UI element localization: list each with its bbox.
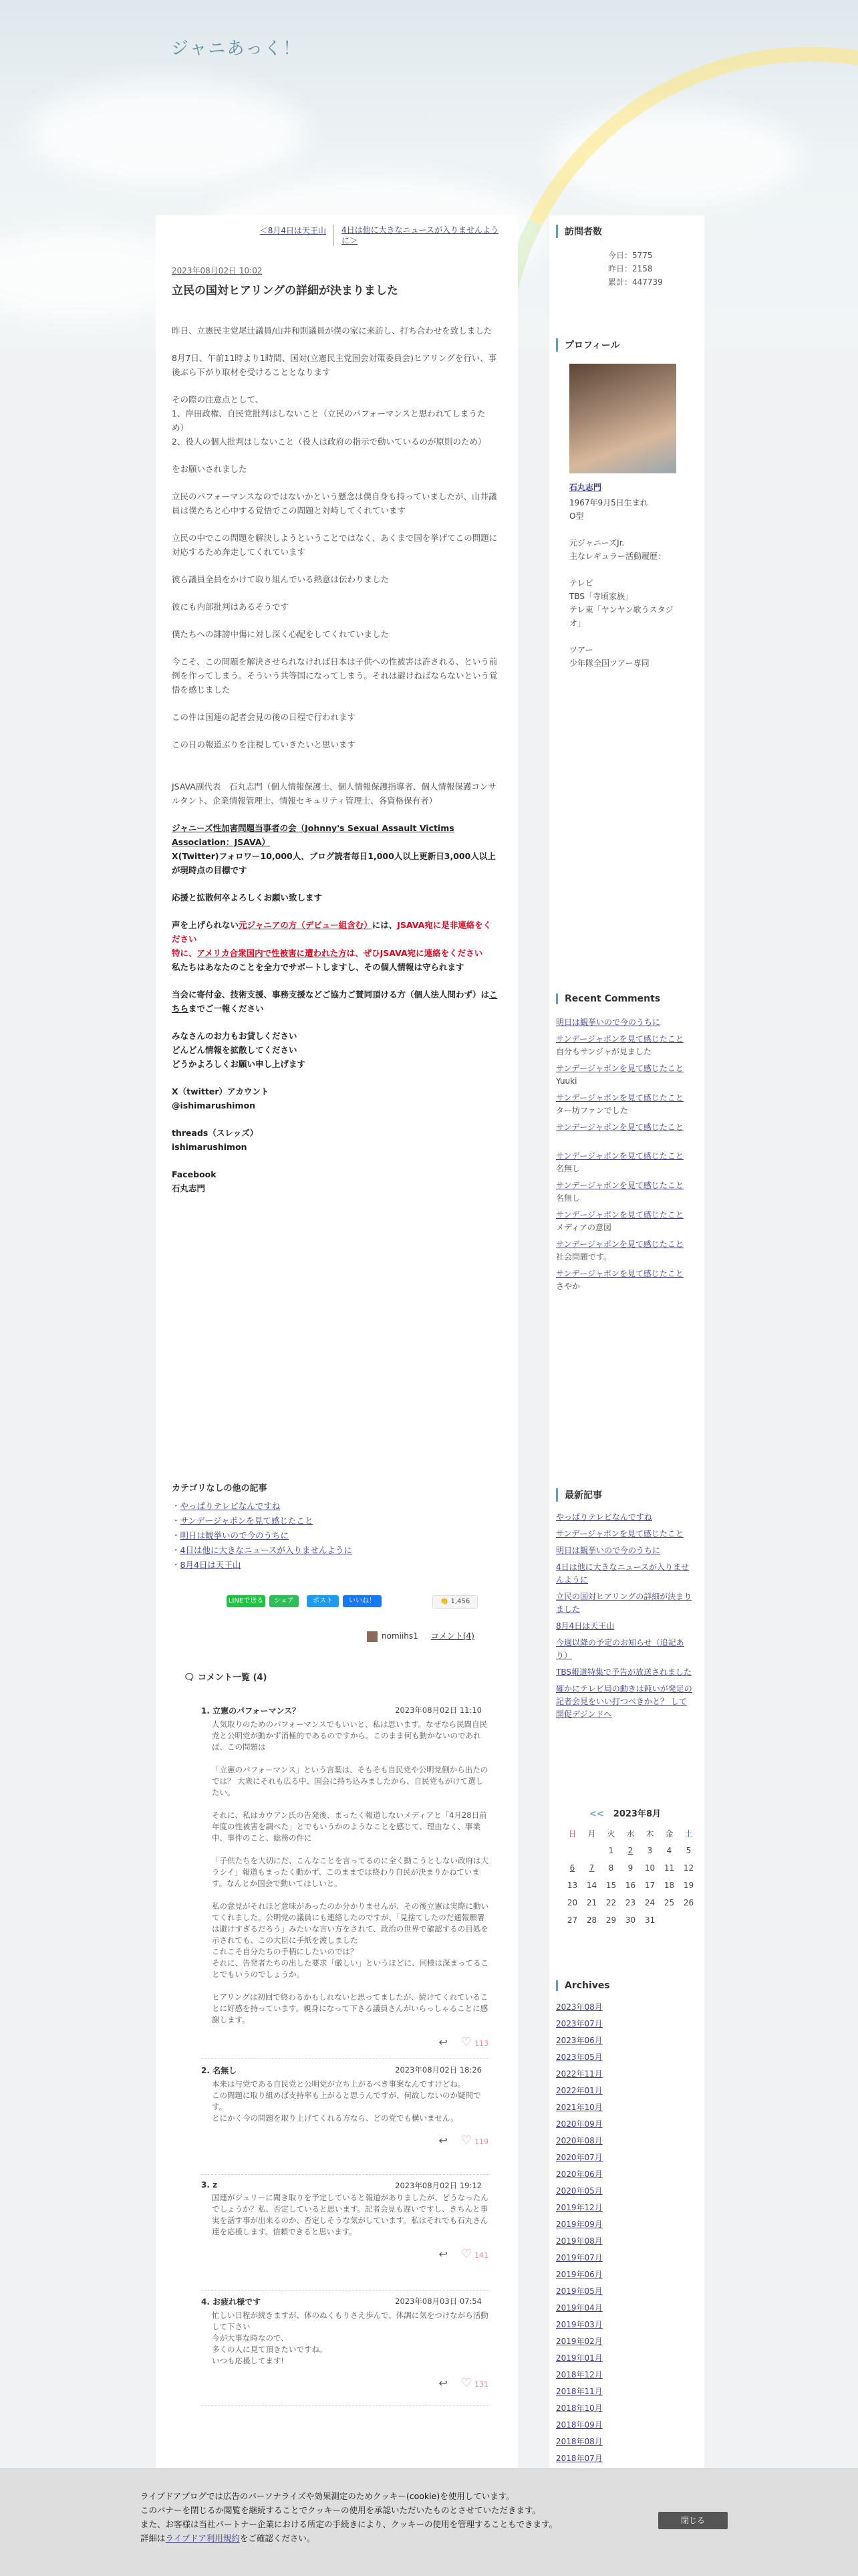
org-name: ジャニーズ性加害問題当事者の会（Johnny's Sexual Assault Victims Association：JSAVA）: [172, 823, 454, 847]
reply-icon[interactable]: ↩: [438, 2377, 448, 2389]
category-link[interactable]: 4日は他に大きなニュースが入りませんように: [180, 1545, 352, 1555]
calendar-dow: 水: [626, 1829, 635, 1839]
calendar-day: 18: [664, 1881, 675, 1890]
comment-author: 4. お疲れ様です: [201, 2297, 261, 2307]
calendar-day: 11: [664, 1863, 675, 1873]
text-line: ishimarushimon: [172, 1142, 247, 1152]
calendar-day: 31: [644, 1915, 656, 1925]
tweet-button[interactable]: ポスト: [307, 1595, 339, 1607]
comment-date: 2023年08月02日 19:12: [395, 2181, 482, 2190]
comment-text: 国連がジュリーに聞き取りを予定していると報道がありましたが、どうなったんでしょうか？私、否定していると思います。記者会見も遅いですし、きちんと事実を話す事が出来るのか、否定しそうな気がしています。私はそれでも石丸さん達を応援します。信頼できると思います。: [212, 2193, 488, 2236]
article-link[interactable]: 確かにテレビ局の動きは鈍いが発足の記者会見をいい打つべきかと？ して開促デジンドへ: [556, 1684, 692, 1719]
list-item[interactable]: [172, 1514, 352, 1528]
highlight-link[interactable]: 元ジャニアの方（デビュー組含む）: [239, 920, 372, 930]
visitors-total: 累計：447739: [608, 277, 663, 287]
archive-link[interactable]: 2023年06月: [556, 2036, 603, 2045]
recent-comment-link[interactable]: サンデージャポンを見て感じたこと: [556, 1034, 684, 1044]
heart-icon[interactable]: ♡: [460, 2133, 472, 2147]
calendar-day: 27: [567, 1915, 578, 1925]
text-fragment: 詳細は: [140, 2533, 166, 2543]
calendar-day: [679, 1911, 698, 1929]
archive-link[interactable]: 2023年08月: [556, 2002, 603, 2012]
profile-photo: [569, 364, 676, 473]
text-line: 2、役人の個人批判はしないこと（役人は政府の指示で動いているのが原則のため）: [172, 437, 486, 447]
calendar-day: 14: [586, 1881, 597, 1890]
main-column: [156, 215, 518, 2515]
category-title: カテゴリなしの他の記事: [172, 1484, 267, 1494]
text-line: 1、岸田政権、自民党批判はしないこと（立民のパフォーマンスと思われてしまうため）: [172, 408, 486, 433]
list-item[interactable]: [172, 1543, 352, 1558]
archive-link[interactable]: 2020年06月: [556, 2170, 603, 2179]
heart-icon[interactable]: ♡: [460, 2247, 472, 2261]
calendar-day: 1: [608, 1846, 614, 1855]
article-link[interactable]: サンデージャポンを見て感じたこと: [556, 1529, 684, 1538]
next-article-link[interactable]: 4日は他に大きなニュースが入りませんように＞: [341, 225, 499, 245]
like-count: 131: [474, 2380, 488, 2389]
archive-link[interactable]: 2019年04月: [556, 2303, 603, 2313]
archive-link[interactable]: 2020年08月: [556, 2136, 603, 2145]
archive-link[interactable]: 2018年11月: [556, 2387, 603, 2396]
visitors-today: 今日：5775: [608, 251, 653, 260]
calendar-day: 20: [567, 1898, 578, 1907]
comments-link[interactable]: コメント(4): [430, 1631, 474, 1641]
paragraph: この件は国連の記者会見の後の日程で行われます: [172, 712, 356, 722]
spacer: [556, 1138, 693, 1150]
text-line: X（twitter）アカウント: [172, 1086, 269, 1096]
text-line: @ishimarushimon: [172, 1100, 256, 1110]
recent-comment-author: さやか: [556, 1282, 581, 1291]
visitors-yesterday: 昨日：2158: [608, 264, 653, 273]
visitor-counter: [608, 249, 663, 289]
calendar-day: 19: [683, 1881, 694, 1890]
archive-link[interactable]: 2019年02月: [556, 2337, 603, 2346]
calendar-day: 25: [664, 1898, 675, 1907]
paragraph: [172, 392, 499, 449]
site-title[interactable]: ジャニあっく！: [171, 39, 302, 59]
highlight-text: アメリカ合衆国内で性被害に遭われた方: [196, 948, 347, 958]
paragraph: [172, 987, 499, 1016]
post-date[interactable]: 2023年08月02日 10:02: [172, 266, 263, 275]
sidebar: [549, 215, 704, 2515]
archive-link[interactable]: 2018年07月: [556, 2454, 603, 2463]
profile-title: プロフィール: [556, 338, 620, 352]
profile-text: 1967年9月5日生まれ O型 元ジャニーズJr. 主なレギュラー活動履歴： テレビ TBS「寺頃家族」 テレ東「ヤンヤン歌うスタジオ」 ツアー 少年隊全国ツアー専同: [569, 498, 674, 668]
comments-heading: [184, 1670, 267, 1683]
paragraph: [172, 1126, 499, 1154]
calendar-day[interactable]: 2: [627, 1846, 633, 1855]
recent-comment-link[interactable]: サンデージャポンを見て感じたこと: [556, 1064, 684, 1073]
line-share-small-button[interactable]: シェア: [269, 1595, 299, 1607]
calendar-day: [563, 1842, 582, 1859]
calendar-day: 8: [608, 1863, 614, 1873]
category-link[interactable]: やっぱりテレビなんですね: [180, 1501, 281, 1511]
archive-link[interactable]: 2022年01月: [556, 2086, 603, 2095]
archives-title: Archives: [556, 1980, 610, 1991]
paragraph: 彼ら議員全員をかけて取り組んでいる熱意は伝わりました: [172, 574, 390, 584]
calendar-day: 24: [644, 1898, 656, 1907]
recent-comment-link[interactable]: サンデージャポンを見て感じたこと: [556, 1210, 684, 1219]
calendar-day: 3: [647, 1846, 653, 1855]
archive-link[interactable]: 2019年05月: [556, 2287, 603, 2296]
text-fragment: 声を上げられない: [172, 920, 239, 930]
calendar-dow: 火: [607, 1829, 615, 1839]
comment-author: 2. 名無し: [201, 2066, 237, 2075]
recent-comment-link[interactable]: サンデージャポンを見て感じたこと: [556, 1181, 684, 1190]
archive-link[interactable]: 2018年08月: [556, 2437, 603, 2446]
calendar-title: 2023年8月: [613, 1809, 662, 1819]
cookie-line: このバナーを閉じるか閲覧を継続することでクッキーの使用を承認いただいたものとさせていただきます。: [140, 2505, 541, 2515]
archive-link[interactable]: 2019年08月: [556, 2236, 603, 2246]
article-link[interactable]: 立民の国対ヒアリングの詳細が決まりました: [556, 1592, 692, 1614]
calendar-dow: 月: [587, 1829, 596, 1839]
recent-comment-author: Yuuki: [556, 1076, 577, 1086]
archive-link[interactable]: 2019年01月: [556, 2353, 603, 2363]
paragraph: 立民の中でこの問題を解決しようということではなく、あくまで国を挙げてこの問題に対応するため奔走してくれています: [172, 533, 498, 557]
paragraph: 8月7日、午前11時より1時間、国対(立憲民主党国会対策委員会)ヒアリングを行い、事後ぶら下がり取材を受けることとなります: [172, 353, 497, 377]
calendar-day: 17: [644, 1881, 656, 1890]
heart-icon[interactable]: ♡: [460, 2376, 472, 2390]
comment-list: [201, 1700, 488, 2406]
archive-link[interactable]: 2018年09月: [556, 2420, 603, 2430]
comment-icon: 🗨: [184, 1673, 195, 1683]
text-line: どんどん情報を拡散してください: [172, 1045, 297, 1055]
pager-divider: [333, 225, 334, 246]
recent-comment-link[interactable]: 明日は観挙いので今のうちに: [556, 1018, 661, 1027]
comment-author: 1. 立憲のパフォーマンス？: [201, 1706, 301, 1716]
calendar-day: 5: [686, 1846, 692, 1855]
cookie-line: また、お客様は当社パートナー企業における所定の手続きにより、クッキーの使用を管理することもできます。: [140, 2519, 558, 2529]
calendar-day: 13: [567, 1881, 578, 1890]
text-line: X(Twitter)フォロワー10,000人、ブログ読者毎日1,000人以上更新日3,000人以上が現時点の目標です: [172, 851, 496, 875]
recent-comment-author: 名無し: [556, 1193, 581, 1203]
calendar-week: [563, 1842, 698, 1859]
list-item[interactable]: [172, 1528, 352, 1543]
article-link[interactable]: やっぱりテレビなんですね: [556, 1512, 652, 1522]
calendar-day: 21: [586, 1898, 597, 1907]
article-link[interactable]: 今週以降の予定のお知らせ（追記あり）: [556, 1638, 684, 1660]
list-item[interactable]: [172, 1499, 352, 1514]
comment-date: 2023年08月02日 11:10: [395, 1706, 482, 1715]
recent-comment-author: 自分もサンジャが見ました: [556, 1047, 652, 1056]
paragraph: [172, 1084, 499, 1113]
author-avatar-icon: [367, 1631, 378, 1642]
calendar-day: 15: [605, 1881, 617, 1890]
text-line: Facebook: [172, 1169, 217, 1179]
paragraph: をお願いされました: [172, 464, 247, 474]
recent-comments-title: Recent Comments: [556, 993, 660, 1004]
calendar-week: [563, 1911, 698, 1929]
calendar-day: 29: [605, 1915, 617, 1925]
archive-link[interactable]: 2022年11月: [556, 2069, 603, 2079]
list-item[interactable]: [172, 1558, 352, 1572]
article-link[interactable]: TBS報道特集で予告が放送されました: [556, 1667, 692, 1677]
text-line: 私たちはあなたのことを全力でサポートしますし、その個人情報は守られます: [172, 962, 464, 972]
text-line: 石丸志門: [172, 1183, 206, 1193]
paragraph: [172, 1167, 499, 1195]
calendar-dow: 木: [646, 1829, 654, 1839]
heart-icon[interactable]: ♡: [460, 2035, 472, 2049]
calendar-day: 16: [625, 1881, 636, 1890]
archive-link[interactable]: 2019年12月: [556, 2203, 603, 2212]
archive-link[interactable]: 2020年09月: [556, 2119, 603, 2129]
category-list: [172, 1499, 352, 1572]
calendar-day: 9: [627, 1863, 633, 1873]
archive-link[interactable]: 2019年06月: [556, 2270, 603, 2279]
terms-link[interactable]: ライブドア利用規約: [165, 2533, 240, 2543]
comment-text: 忙しい日程が続きますが、体のぬくもりさえ歩んで、体調に気をつけながら活動して下さい 今が大事な時なので、 多くの人に見て頂きたいですね。 いつも応援してます!: [212, 2311, 488, 2365]
recent-comment-link[interactable]: サンデージャポンを見て感じたこと: [556, 1240, 684, 1249]
post-title: 立民の国対ヒアリングの詳細が決まりました: [172, 284, 398, 298]
text-fragment: 当会に寄付金、技術支援、事務支援などご協力ご賛同頂ける方（個人法人問わず）は: [172, 989, 490, 1000]
text-fragment: までご一報ください: [188, 1004, 264, 1014]
comment-actions: [201, 2133, 488, 2147]
like-counter[interactable]: 👏 1,456: [432, 1595, 478, 1609]
paragraph: JSAVA副代表 石丸志門（個人情報保護士、個人情報保護指導者、個人情報保護コンサルタント、企業情報管理士、情報セキュリティ管理士、各資格保有者）: [172, 782, 496, 806]
comment-author: 3. z: [201, 2180, 218, 2190]
comment-actions: [201, 2247, 488, 2261]
archive-link[interactable]: 2019年09月: [556, 2220, 603, 2229]
text-line: どうかよろしくお願い申し上げます: [172, 1059, 306, 1069]
calendar-header: [589, 1806, 661, 1819]
text-line: threads（スレッズ）: [172, 1128, 259, 1138]
category-link[interactable]: 8月4日は天王山: [180, 1560, 241, 1570]
calendar-dow: 土: [684, 1829, 693, 1839]
archive-link[interactable]: 2023年07月: [556, 2019, 603, 2028]
paragraph: [172, 918, 499, 974]
comments-heading-text: コメント一覧 (4): [198, 1673, 267, 1683]
calendar-day: 30: [625, 1915, 636, 1925]
recent-comment-link[interactable]: サンデージャポンを見て感じたこと: [556, 1093, 684, 1102]
profile-name[interactable]: 石丸志門: [569, 483, 602, 492]
paragraph: 昨日、立憲民主党尾辻議員/山井和則議員が僕の家に来訪し、打ち合わせを致しました: [172, 326, 492, 336]
category-link[interactable]: 明日は観挙いので今のうちに: [180, 1530, 289, 1540]
paragraph: 応援と拡散何卒よろしくお願い致します: [172, 893, 323, 903]
highlight-text: は、ぜひJSAVA宛に連絡をください: [346, 948, 483, 958]
text-fragment: には、: [372, 920, 398, 930]
recent-comment-author: 社会問題です。: [556, 1252, 612, 1262]
comment-date: 2023年08月02日 18:26: [395, 2065, 482, 2075]
comment-text: 人気取りのためのパフォーマンスでもいいと、私は思います。なぜなら民間自民党と公明党が動かず消極的であるのですから。このまま何も動かないのであれば、この問題は 「立憲のパフォーマンス」という言葉は、そもそも自民党や公明党側から出たのでは？ 大衆にそれも広る中、国会に持ち込みましたから、自民党もがけて選したい。 それに、私はカウアン氏の告発後、まったく報道しないメディアと「4月28日前年度の性被害を調べた」とでもいうかのようなことを感じて、理由なく、事業中、事件のこと、総務の件に 「子供たちを大切にだ、こんなことを言ってるのに全く動こうとしない政府は大ラシイ」報道もまったく動かず、このままでは終わり自民が決まりかねています。なんとか国会で動いてほしいと。 私の意見がそれほど意味があったのか分かりませんが、その後立憲は実際に動いてくれました。公明党の議員にも連絡したのですが、「見捨てしたのだ通報願署は避けすぎるだろう」みたいな言い方をされて、政治の世界で確認するの目処を示されても、この大臣に手紙を渡しました これこそ自分たちの手柄にしたいのでは？ それに、告発者たちの出した要求「厳しい」というほどに、同様は深まってることでもいうのでしょうか。 ヒアリングは初回で終わるかもしれないと思ってましたが、続けてくれていることに好感を持っています。親身になって下さる議員さんがいらっしゃることに感謝します。: [212, 1720, 488, 2024]
article-link[interactable]: 4日は他に大きなニュースが入りませんように: [556, 1562, 690, 1585]
paragraph: [172, 1029, 499, 1071]
paragraph: 今こそ、この問題を解決させられなければ日本は子供への性被害は許される、という前例を作ってしまう。そういう共等国になってしまう。それは避けねばならないという覚悟を感じました: [172, 657, 498, 695]
calendar: [563, 1825, 698, 1929]
calendar-week: [563, 1877, 698, 1894]
comment-item: [201, 1700, 488, 2059]
article-link[interactable]: 8月4日は天王山: [556, 1621, 615, 1631]
paragraph: 立民のパフォーマンスなのではないかという懸念は僕自身も持っていましたが、山井議員は僕たちと心中する覚悟でこの問題と対峙してくれています: [172, 491, 497, 515]
calendar-dow: 日: [568, 1829, 577, 1839]
like-count: 119: [474, 2137, 488, 2146]
archive-link[interactable]: 2019年07月: [556, 2253, 603, 2262]
reply-icon[interactable]: ↩: [438, 2036, 448, 2048]
calendar-week: [563, 1859, 698, 1877]
archive-link[interactable]: 2020年05月: [556, 2186, 603, 2196]
calendar-day: 28: [586, 1915, 597, 1925]
calendar-day: 4: [666, 1846, 672, 1855]
calendar-day: [582, 1842, 601, 1859]
comment-item: [201, 2059, 488, 2175]
recent-comment-author: ター坊ファンでした: [556, 1106, 628, 1115]
paragraph: [172, 821, 499, 877]
archives-list: [556, 1999, 603, 2484]
archive-link[interactable]: 2018年10月: [556, 2404, 603, 2413]
calendar-day[interactable]: 6: [569, 1863, 575, 1873]
recent-comment-link[interactable]: サンデージャポンを見て感じたこと: [556, 1269, 684, 1278]
archive-link[interactable]: 2023年05月: [556, 2053, 603, 2062]
new-articles-list: [556, 1511, 693, 1725]
calendar-day: 23: [625, 1898, 636, 1907]
calendar-week: [563, 1894, 698, 1911]
like-count: 1,456: [450, 1598, 470, 1605]
recent-comment-author: メディアの意図: [556, 1223, 612, 1232]
paragraph: 彼にも内部批判はあるそうです: [172, 602, 289, 612]
cookie-line: ライブドアブログでは広告のパーソナライズや効果測定のためクッキー(cookie)を使用しています。: [140, 2491, 515, 2501]
archive-link[interactable]: 2021年10月: [556, 2103, 603, 2112]
comment-actions: [201, 2035, 488, 2049]
comment-actions: [201, 2376, 488, 2390]
recent-comment-author: 名無し: [556, 1164, 581, 1173]
calendar-day: 26: [683, 1898, 694, 1907]
archive-link[interactable]: 2018年12月: [556, 2370, 603, 2379]
cookie-close-button[interactable]: 閉じる: [658, 2512, 728, 2529]
recent-comments-list: [556, 1016, 693, 1297]
prev-article-link[interactable]: ＜8月4日は天王山: [259, 226, 326, 235]
comment-date: 2023年08月03日 07:54: [395, 2297, 482, 2306]
contact-link[interactable]: こちら: [172, 989, 498, 1014]
like-count: 113: [474, 2039, 488, 2048]
calendar-day: 22: [605, 1898, 617, 1907]
comment-item: [201, 2291, 488, 2406]
archive-link[interactable]: 2019年03月: [556, 2320, 603, 2329]
paragraph: この日の報道ぶりを注視していきたいと思います: [172, 739, 356, 749]
category-link[interactable]: サンデージャポンを見て感じたこと: [180, 1516, 313, 1526]
cookie-banner: [0, 2468, 858, 2576]
comment-item: [201, 2175, 488, 2291]
author-name[interactable]: nomiihs1: [382, 1631, 418, 1641]
cookie-text: [140, 2489, 621, 2545]
comment-text: 本来は与党である自民党と公明党が立ち上がるべき事案なんですけどね。 この問題に取り組めば支持率も上がると思うんですが、何故しないのか疑問です。 とにかく今の問題を取り上げてくれる方なら、どの党でも構いません。: [212, 2079, 481, 2123]
post-meta: [367, 1630, 474, 1642]
highlight-text: JSAVA宛に是非連絡をください: [172, 920, 492, 944]
calendar-dow-row: [563, 1825, 698, 1842]
archive-link[interactable]: 2020年07月: [556, 2153, 603, 2162]
text-line: その際の注意点として、: [172, 394, 264, 404]
line-share-button[interactable]: LINEで送る: [227, 1595, 265, 1607]
calendar-prev-button[interactable]: <<: [589, 1809, 604, 1819]
text-fragment: をご確認ください。: [239, 2533, 315, 2543]
visitors-title: 訪問者数: [556, 225, 602, 238]
text-line: みなさんのお力もお貸しください: [172, 1031, 297, 1041]
calendar-day: 12: [683, 1863, 694, 1873]
calendar-day: [660, 1911, 679, 1929]
recent-comment-link[interactable]: サンデージャポンを見て感じたこと: [556, 1151, 684, 1161]
post-body: [172, 324, 499, 1209]
reply-icon[interactable]: ↩: [438, 2134, 448, 2147]
calendar-day[interactable]: 7: [589, 1863, 595, 1873]
facebook-like-button[interactable]: いいね！: [343, 1595, 382, 1607]
new-articles-title: 最新記事: [556, 1488, 602, 1502]
cookie-line: [140, 2531, 621, 2545]
paragraph: 僕たちへの誹謗中傷に対し深く心配をしてくれていました: [172, 629, 390, 639]
recent-comment-link[interactable]: サンデージャポンを見て感じたこと: [556, 1123, 684, 1132]
calendar-day: 10: [644, 1863, 656, 1873]
reply-icon[interactable]: ↩: [438, 2248, 448, 2260]
highlight-text: 特に、: [172, 948, 197, 958]
like-count: 141: [474, 2251, 488, 2260]
article-link[interactable]: 明日は観挙いので今のうちに: [556, 1546, 661, 1555]
calendar-dow: 金: [665, 1829, 674, 1839]
